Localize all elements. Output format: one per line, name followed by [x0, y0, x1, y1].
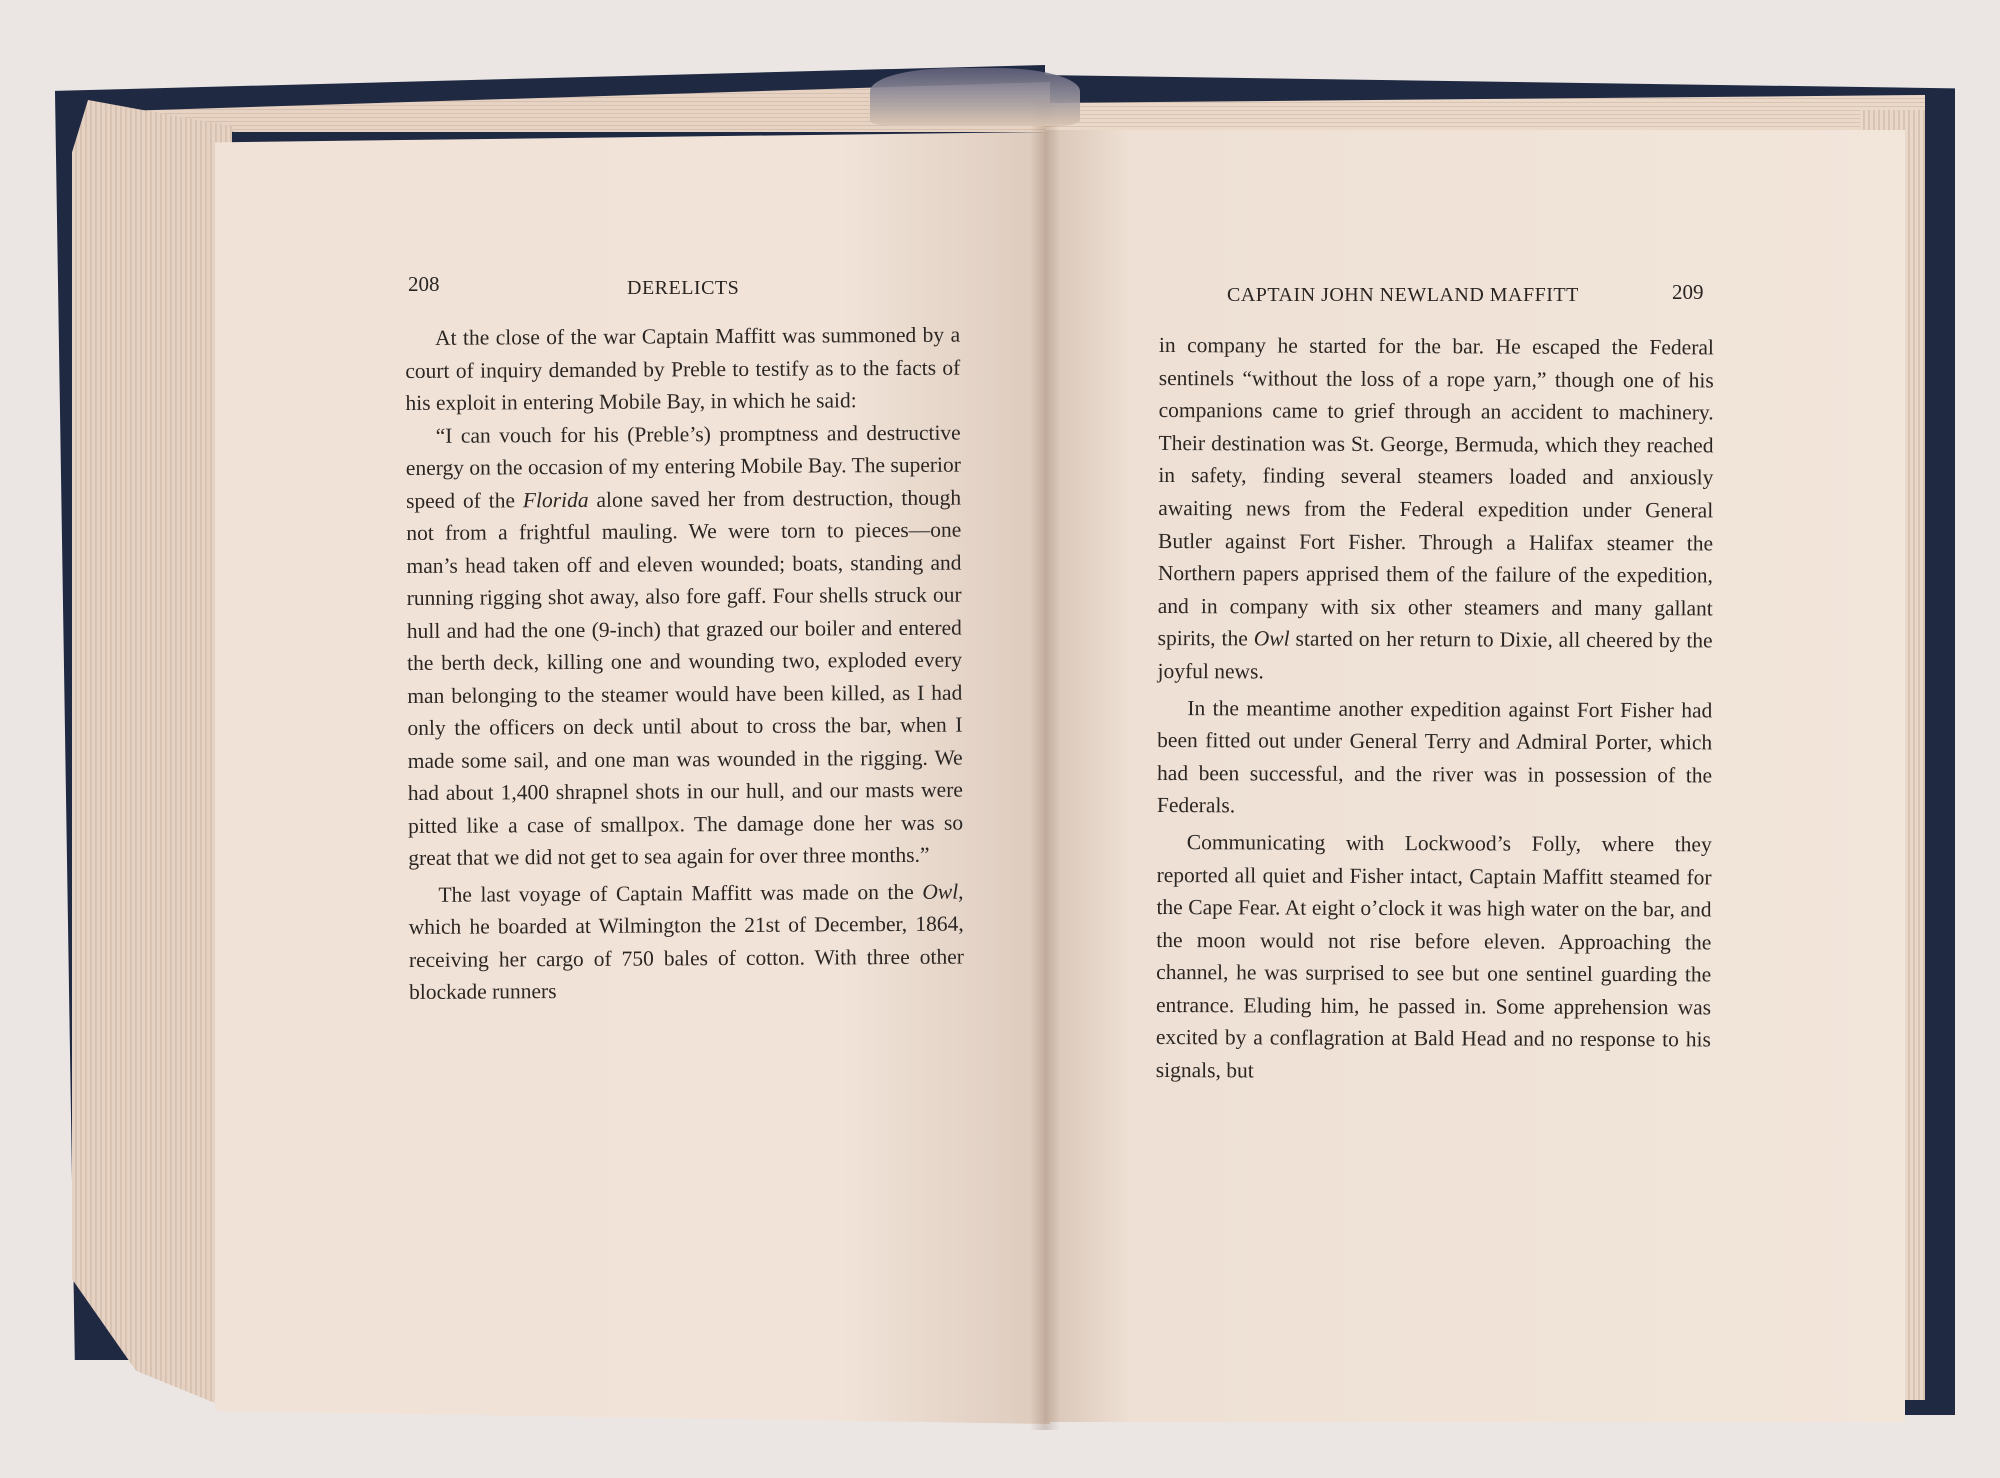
- paragraph-text: which he boarded at Wilmington the 21st of December, 1864, receiving her cargo of 750 bales of cotton. With three other blockade runners: [408, 911, 964, 1004]
- paragraph: [408, 875, 964, 1008]
- paragraph-text: alone saved her from destruction, though not from a frightful mauling. We were torn to pieces—one man’s head taken off and eleven wounded; boats, standing and running rigging shot away, also fore gaff. Four shells struck our hull and had the one (9-inch) that grazed our boiler and entered the berth deck, killing one and wounding two, exploded every man belonging to the steamer would have been killed, as I had only the officers on deck until about to cross the bar, when I made some sail, and one man was wounded in the rigging. We had about 1,400 shrapnel shots in our hull, and our masts were pitted like a case of smallpox. The damage done her was so great that we did not get to sea again for over three months.”: [406, 485, 964, 870]
- paragraph-text: The last voyage of Captain Maffitt was made on the: [438, 879, 914, 907]
- paragraph-text: in company he started for the bar. He escaped the Federal sentinels “without the loss of a rope yarn,” though one of his companions came to grief through an accident to machinery. Their destination was St. George, Bermuda, which they reached in safety, finding several steamers loaded and anxiously awaiting news from the Federal expedition under General Butler against Fort Fisher. Through a Halifax steamer the Northern papers apprised them of the failure of the expedition, and in company with six other steamers and many gallant spirits, the: [1157, 332, 1714, 651]
- paragraph: Communicating with Lockwood’s Folly, where they reported all quiet and Fisher intact, Captain Maffitt steamed for the Cape Fear. At eight o’clock it was high water on the bar, and the moon would not rise before eleven. Approaching the channel, he was surprised to see but one sentinel guarding the entrance. Eluding him, he passed in. Some apprehension was excited by a conflagration at Bald Head and no response to his signals, but: [1155, 830, 1712, 1083]
- left-page-body: [405, 319, 964, 1009]
- right-page-body: [1156, 329, 1714, 1089]
- ship-name-owl: Owl: [1253, 626, 1290, 651]
- paragraph: [1157, 329, 1714, 690]
- paragraph: At the close of the war Captain Maffitt was summoned by a court of inquiry demanded by Preble to testify as to the facts of his exploit in entering Mobile Bay, in which he said:: [405, 322, 961, 415]
- right-running-head: CAPTAIN JOHN NEWLAND MAFFITT: [1227, 284, 1579, 306]
- book-gutter: [1030, 100, 1060, 1430]
- page-block-left-edge: [72, 100, 232, 1410]
- paragraph: In the meantime another expedition against Fort Fisher had been fitted out under General Terry and Admiral Porter, which had been successful, and the river was in possession of the Federals.: [1156, 695, 1713, 818]
- paragraph: [406, 416, 964, 874]
- ship-name-florida: Florida: [522, 487, 589, 512]
- paragraph-text: “I can vouch for his (Preble’s) promptness and destructive energy on the occasion of my entering Mobile Bay. The superior speed of the: [405, 420, 961, 513]
- left-page-number: 208: [408, 272, 440, 296]
- paragraph-text: started on her return to Dixie, all cheered by the joyful news.: [1157, 626, 1713, 684]
- right-page-number: 209: [1672, 280, 1704, 304]
- left-running-head: DERELICTS: [627, 277, 740, 299]
- spine-headband: [870, 68, 1080, 126]
- ship-name-owl: Owl,: [922, 879, 964, 904]
